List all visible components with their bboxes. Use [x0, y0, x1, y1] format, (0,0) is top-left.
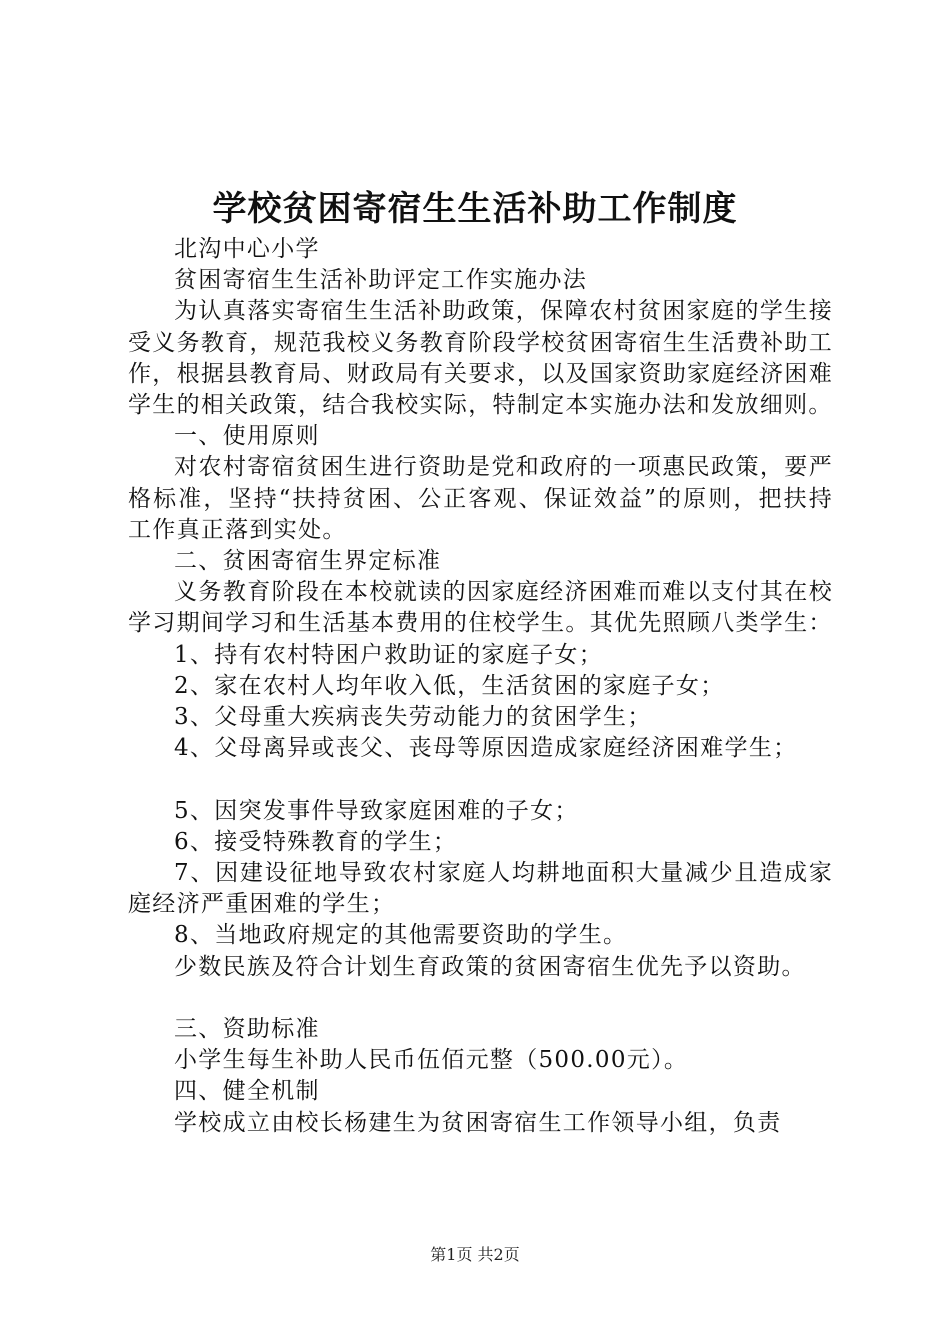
intro-paragraph: 为认真落实寄宿生生活补助政策，保障农村贫困家庭的学生接受义务教育，规范我校义务教育阶段学校贫困寄宿生生活费补助工作，根据县教育局、财政局有关要求，以及国家资助家庭经济困难学生的相关政策，结合我校实际，特制定本实施办法和发放细则。	[128, 298, 833, 419]
section-heading-4: 四、健全机制	[174, 1078, 320, 1105]
subtitle: 贫困寄宿生生活补助评定工作实施办法	[174, 267, 588, 294]
list-item-1: 1、持有农村特困户救助证的家庭子女；	[174, 641, 604, 668]
section-3-paragraph: 小学生每生补助人民币伍佰元整（500.00元）。	[174, 1047, 689, 1074]
list-item-8: 8、当地政府规定的其他需要资助的学生。	[174, 922, 628, 949]
section-heading-3: 三、资助标准	[174, 1016, 320, 1043]
section-2-paragraph: 义务教育阶段在本校就读的因家庭经济困难而难以支付其在校学习期间学习和生活基本费用的住校学生。其优先照顾八类学生：	[128, 579, 833, 637]
blank-line	[128, 764, 833, 795]
list-item-6: 6、接受特殊教育的学生；	[174, 828, 458, 855]
priority-note: 少数民族及符合计划生育政策的贫困寄宿生优先予以资助。	[174, 953, 806, 980]
document-body	[128, 234, 833, 1139]
section-heading-2: 二、贫困寄宿生界定标准	[174, 548, 442, 575]
list-item-7: 7、因建设征地导致农村家庭人均耕地面积大量减少且造成家庭经济严重困难的学生；	[128, 860, 833, 918]
document-title: 学校贫困寄宿生生活补助工作制度	[212, 189, 738, 229]
school-name: 北沟中心小学	[174, 236, 320, 262]
page-footer: 第1页 共2页	[430, 1245, 520, 1264]
section-4-paragraph: 学校成立由校长杨建生为贫困寄宿生工作领导小组，负责	[174, 1109, 782, 1136]
list-item-2: 2、家在农村人均年收入低，生活贫困的家庭子女；	[174, 672, 725, 699]
list-item-5: 5、因突发事件导致家庭困难的子女；	[174, 797, 579, 824]
section-1-paragraph: 对农村寄宿贫困生进行资助是党和政府的一项惠民政策，要严格标准，坚持“扶持贫困、公正客观、保证效益”的原则，把扶持工作真正落到实处。	[128, 454, 833, 543]
section-heading-1: 一、使用原则	[174, 423, 320, 450]
blank-line	[128, 983, 833, 1014]
list-item-3: 3、父母重大疾病丧失劳动能力的贫困学生；	[174, 704, 652, 731]
list-item-4: 4、父母离异或丧父、丧母等原因造成家庭经济困难学生；	[174, 735, 798, 762]
